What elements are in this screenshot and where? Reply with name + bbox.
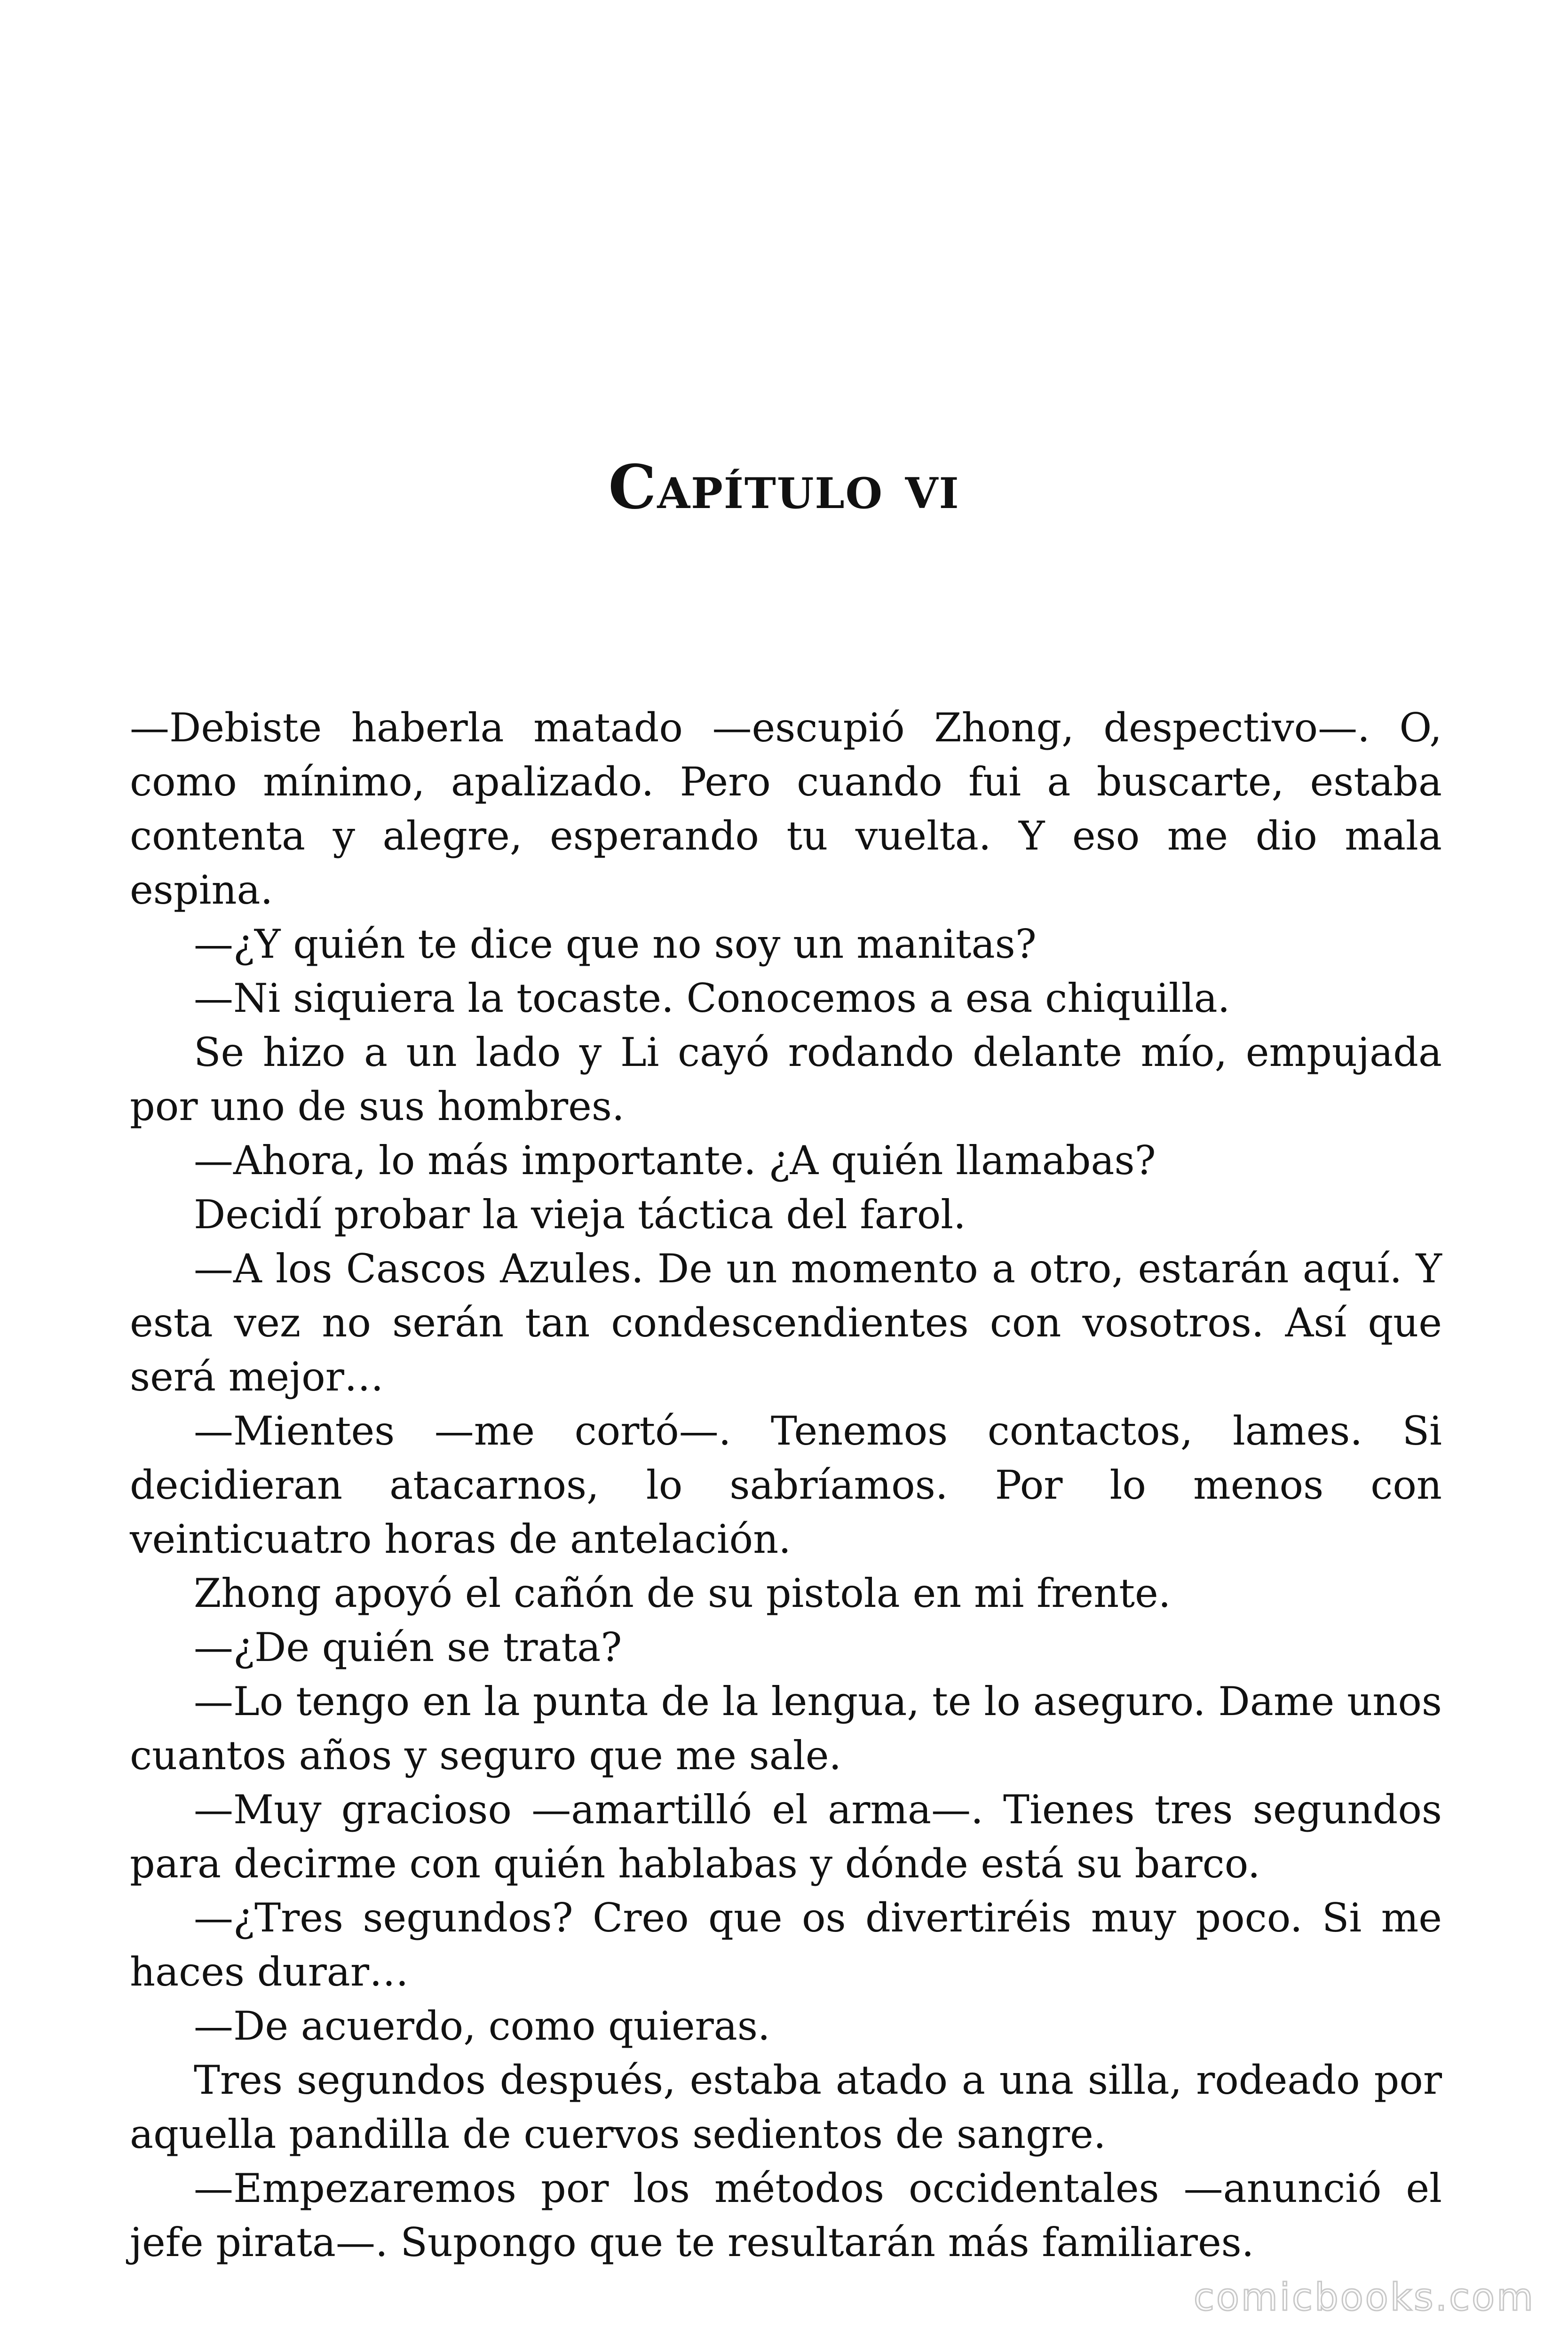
- paragraph: —Lo tengo en la punta de la lengua, te lo aseguro. Dame unos cuantos años y seguro que me sale.: [130, 1678, 1442, 1779]
- paragraph: Se hizo a un lado y Li cayó rodando delante mío, empujada por uno de sus hombres.: [130, 1029, 1442, 1129]
- paragraph: Decidí probar la vieja táctica del farol.: [194, 1192, 966, 1238]
- paragraph: —¿Y quién te dice que no soy un manitas?: [194, 921, 1037, 967]
- paragraph: —Ahora, lo más importante. ¿A quién llamabas?: [194, 1137, 1156, 1184]
- watermark: comicbooks.com: [1193, 2275, 1535, 2319]
- paragraph: —Ni siquiera la tocaste. Conocemos a esa chiquilla.: [194, 975, 1230, 1021]
- paragraph: —¿Tres segundos? Creo que os divertiréis muy poco. Si me haces durar…: [130, 1895, 1442, 1995]
- paragraph: —A los Cascos Azules. De un momento a otro, estarán aquí. Y esta vez no serán tan condescendientes con vosotros. Así que será mejor…: [130, 1246, 1442, 1400]
- paragraph: —Muy gracioso —amartilló el arma—. Tienes tres segundos para decirme con quién hablabas y dónde está su barco.: [130, 1787, 1442, 1887]
- paragraph: Zhong apoyó el cañón de su pistola en mi frente.: [194, 1570, 1171, 1616]
- paragraph: Tres segundos después, estaba atado a una silla, rodeado por aquella pandilla de cuervos sedientos de sangre.: [130, 2057, 1442, 2157]
- paragraph: —De acuerdo, como quieras.: [194, 2003, 770, 2049]
- body-text: [130, 701, 1442, 2270]
- paragraph: —Empezaremos por los métodos occidentales —anunció el jefe pirata—. Supongo que te resultarán más familiares.: [130, 2165, 1442, 2265]
- chapter-title: Capítulo vi: [608, 452, 960, 523]
- paragraph: —Debiste haberla matado —escupió Zhong, despectivo—. O, como mínimo, apalizado. Pero cuando fui a buscarte, estaba contenta y alegre, esperando tu vuelta. Y eso me dio mala espina.: [130, 705, 1442, 913]
- paragraph: —Mientes —me cortó—. Tenemos contactos, lames. Si decidieran atacarnos, lo sabríamos. Por lo menos con veinticuatro horas de antelación.: [130, 1408, 1442, 1562]
- paragraph: —¿De quién se trata?: [194, 1624, 622, 1670]
